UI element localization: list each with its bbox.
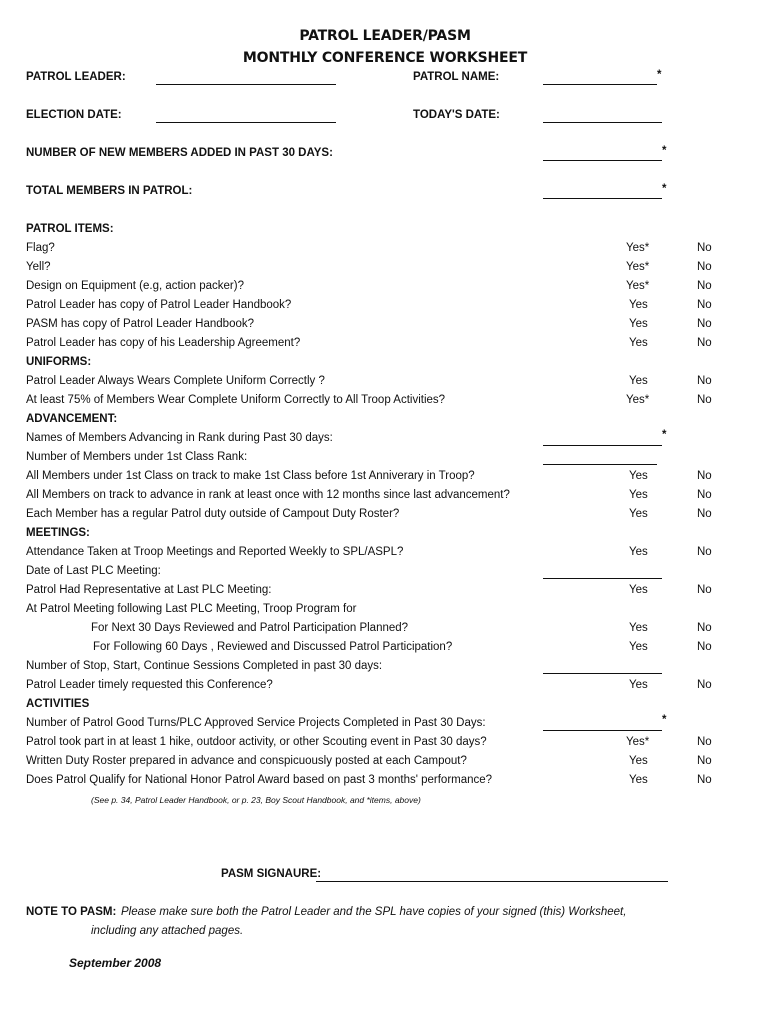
item-following-60-yes[interactable]: Yes	[629, 641, 648, 653]
patrol-leader-blank[interactable]	[156, 84, 336, 85]
note-text-line-2: including any attached pages.	[91, 925, 244, 937]
required-star: *	[662, 183, 667, 195]
title-line-2: MONTHLY CONFERENCE WORKSHEET	[242, 50, 528, 66]
patrol-name-label: PATROL NAME:	[413, 71, 500, 83]
pasm-signature-blank[interactable]	[316, 881, 668, 882]
required-star: *	[662, 714, 667, 726]
item-attendance-yes[interactable]: Yes	[629, 546, 648, 558]
item-duty-roster-yes[interactable]: Yes	[629, 755, 648, 767]
item-plc-rep-label: Patrol Had Representative at Last PLC Meeting:	[26, 584, 272, 596]
item-design-no[interactable]: No	[697, 280, 712, 292]
patrol-leader-label: PATROL LEADER:	[26, 71, 126, 83]
item-on-track-1st-label: All Members under 1st Class on track to make 1st Class before 1st Anniverary in Troop?	[26, 470, 475, 482]
item-attendance-label: Attendance Taken at Troop Meetings and Reported Weekly to SPL/ASPL?	[26, 546, 404, 558]
item-duty-roster-label: Written Duty Roster prepared in advance and conspicuously posted at each Campout?	[26, 755, 467, 767]
good-turns-blank[interactable]	[543, 730, 662, 731]
item-requested-yes[interactable]: Yes	[629, 679, 648, 691]
item-pl-handbook-label: Patrol Leader has copy of Patrol Leader Handbook?	[26, 299, 292, 311]
item-following-60-label: For Following 60 Days , Reviewed and Discussed Patrol Participation?	[93, 641, 453, 653]
item-hike-no[interactable]: No	[697, 736, 712, 748]
election-date-label: ELECTION DATE:	[26, 109, 122, 121]
item-following-plc-label: At Patrol Meeting following Last PLC Meeting, Troop Program for	[26, 603, 357, 615]
title-line-1: PATROL LEADER/PASM	[299, 28, 471, 44]
note-text-line-1: Please make sure both the Patrol Leader and the SPL have copies of your signed (this) Worksheet,	[121, 906, 627, 918]
item-honor-patrol-yes[interactable]: Yes	[629, 774, 648, 786]
pasm-signature-label: PASM SIGNAURE:	[221, 868, 322, 880]
item-on-track-rank-label: All Members on track to advance in rank at least once with 12 months since last advancement?	[26, 489, 510, 501]
item-yell-yes[interactable]: Yes*	[626, 261, 650, 273]
item-design-yes[interactable]: Yes*	[626, 280, 650, 292]
item-under-1st-label: Number of Members under 1st Class Rank:	[26, 451, 248, 463]
item-pasm-handbook-label: PASM has copy of Patrol Leader Handbook?	[26, 318, 255, 330]
section-activities: ACTIVITIES	[26, 698, 90, 710]
item-flag-no[interactable]: No	[697, 242, 712, 254]
item-agreement-label: Patrol Leader has copy of his Leadership Agreement?	[26, 337, 301, 349]
last-plc-date-blank[interactable]	[543, 578, 662, 579]
item-attendance-no[interactable]: No	[697, 546, 712, 558]
item-uniform-75-no[interactable]: No	[697, 394, 712, 406]
item-next-30-no[interactable]: No	[697, 622, 712, 634]
required-star: *	[662, 429, 667, 441]
item-patrol-duty-yes[interactable]: Yes	[629, 508, 648, 520]
section-advancement: ADVANCEMENT:	[26, 413, 118, 425]
footnote: (See p. 34, Patrol Leader Handbook, or p. 23, Boy Scout Handbook, and *items, above)	[91, 795, 421, 805]
item-yell-no[interactable]: No	[697, 261, 712, 273]
item-honor-patrol-no[interactable]: No	[697, 774, 712, 786]
item-on-track-1st-no[interactable]: No	[697, 470, 712, 482]
item-pasm-handbook-no[interactable]: No	[697, 318, 712, 330]
item-next-30-yes[interactable]: Yes	[629, 622, 648, 634]
item-good-turns-label: Number of Patrol Good Turns/PLC Approved Service Projects Completed in Past 30 Days:	[26, 717, 486, 729]
election-date-blank[interactable]	[156, 122, 336, 123]
item-uniform-pl-label: Patrol Leader Always Wears Complete Uniform Correctly ?	[26, 375, 325, 387]
item-duty-roster-no[interactable]: No	[697, 755, 712, 767]
item-on-track-rank-no[interactable]: No	[697, 489, 712, 501]
item-on-track-1st-yes[interactable]: Yes	[629, 470, 648, 482]
item-plc-rep-yes[interactable]: Yes	[629, 584, 648, 596]
todays-date-blank[interactable]	[543, 122, 662, 123]
item-flag-label: Flag?	[26, 242, 55, 254]
item-design-label: Design on Equipment (e.g, action packer)?	[26, 280, 244, 292]
item-last-plc-date-label: Date of Last PLC Meeting:	[26, 565, 161, 577]
item-agreement-yes[interactable]: Yes	[629, 337, 648, 349]
item-patrol-duty-label: Each Member has a regular Patrol duty outside of Campout Duty Roster?	[26, 508, 400, 520]
item-hike-label: Patrol took part in at least 1 hike, outdoor activity, or other Scouting event in Past 30 days?	[26, 736, 487, 748]
item-flag-yes[interactable]: Yes*	[626, 242, 650, 254]
item-ssc-sessions-label: Number of Stop, Start, Continue Sessions Completed in past 30 days:	[26, 660, 383, 672]
patrol-name-blank[interactable]	[543, 84, 657, 85]
required-star: *	[662, 145, 667, 157]
item-next-30-label: For Next 30 Days Reviewed and Patrol Participation Planned?	[91, 622, 409, 634]
item-names-advancing-label: Names of Members Advancing in Rank during Past 30 days:	[26, 432, 333, 444]
names-advancing-blank[interactable]	[543, 445, 662, 446]
item-following-60-no[interactable]: No	[697, 641, 712, 653]
item-pasm-handbook-yes[interactable]: Yes	[629, 318, 648, 330]
item-honor-patrol-label: Does Patrol Qualify for National Honor Patrol Award based on past 3 months' performance?	[26, 774, 493, 786]
item-requested-label: Patrol Leader timely requested this Conference?	[26, 679, 273, 691]
date-footer: September 2008	[69, 956, 162, 970]
required-star: *	[657, 69, 662, 81]
ssc-sessions-blank[interactable]	[543, 673, 662, 674]
item-patrol-duty-no[interactable]: No	[697, 508, 712, 520]
total-members-blank[interactable]	[543, 198, 662, 199]
note-label: NOTE TO PASM:	[26, 906, 117, 918]
section-patrol-items: PATROL ITEMS:	[26, 223, 114, 235]
item-requested-no[interactable]: No	[697, 679, 712, 691]
item-yell-label: Yell?	[26, 261, 51, 273]
new-members-blank[interactable]	[543, 160, 662, 161]
item-agreement-no[interactable]: No	[697, 337, 712, 349]
item-uniform-pl-yes[interactable]: Yes	[629, 375, 648, 387]
item-uniform-75-label: At least 75% of Members Wear Complete Uniform Correctly to All Troop Activities?	[26, 394, 446, 406]
item-on-track-rank-yes[interactable]: Yes	[629, 489, 648, 501]
item-pl-handbook-no[interactable]: No	[697, 299, 712, 311]
section-uniforms: UNIFORMS:	[26, 356, 92, 368]
todays-date-label: TODAY'S DATE:	[413, 109, 500, 121]
new-members-label: NUMBER OF NEW MEMBERS ADDED IN PAST 30 DAYS:	[26, 147, 333, 159]
section-meetings: MEETINGS:	[26, 527, 90, 539]
under-1st-blank[interactable]	[543, 464, 657, 465]
item-pl-handbook-yes[interactable]: Yes	[629, 299, 648, 311]
item-uniform-pl-no[interactable]: No	[697, 375, 712, 387]
item-uniform-75-yes[interactable]: Yes*	[626, 394, 650, 406]
total-members-label: TOTAL MEMBERS IN PATROL:	[26, 185, 193, 197]
item-hike-yes[interactable]: Yes*	[626, 736, 650, 748]
item-plc-rep-no[interactable]: No	[697, 584, 712, 596]
